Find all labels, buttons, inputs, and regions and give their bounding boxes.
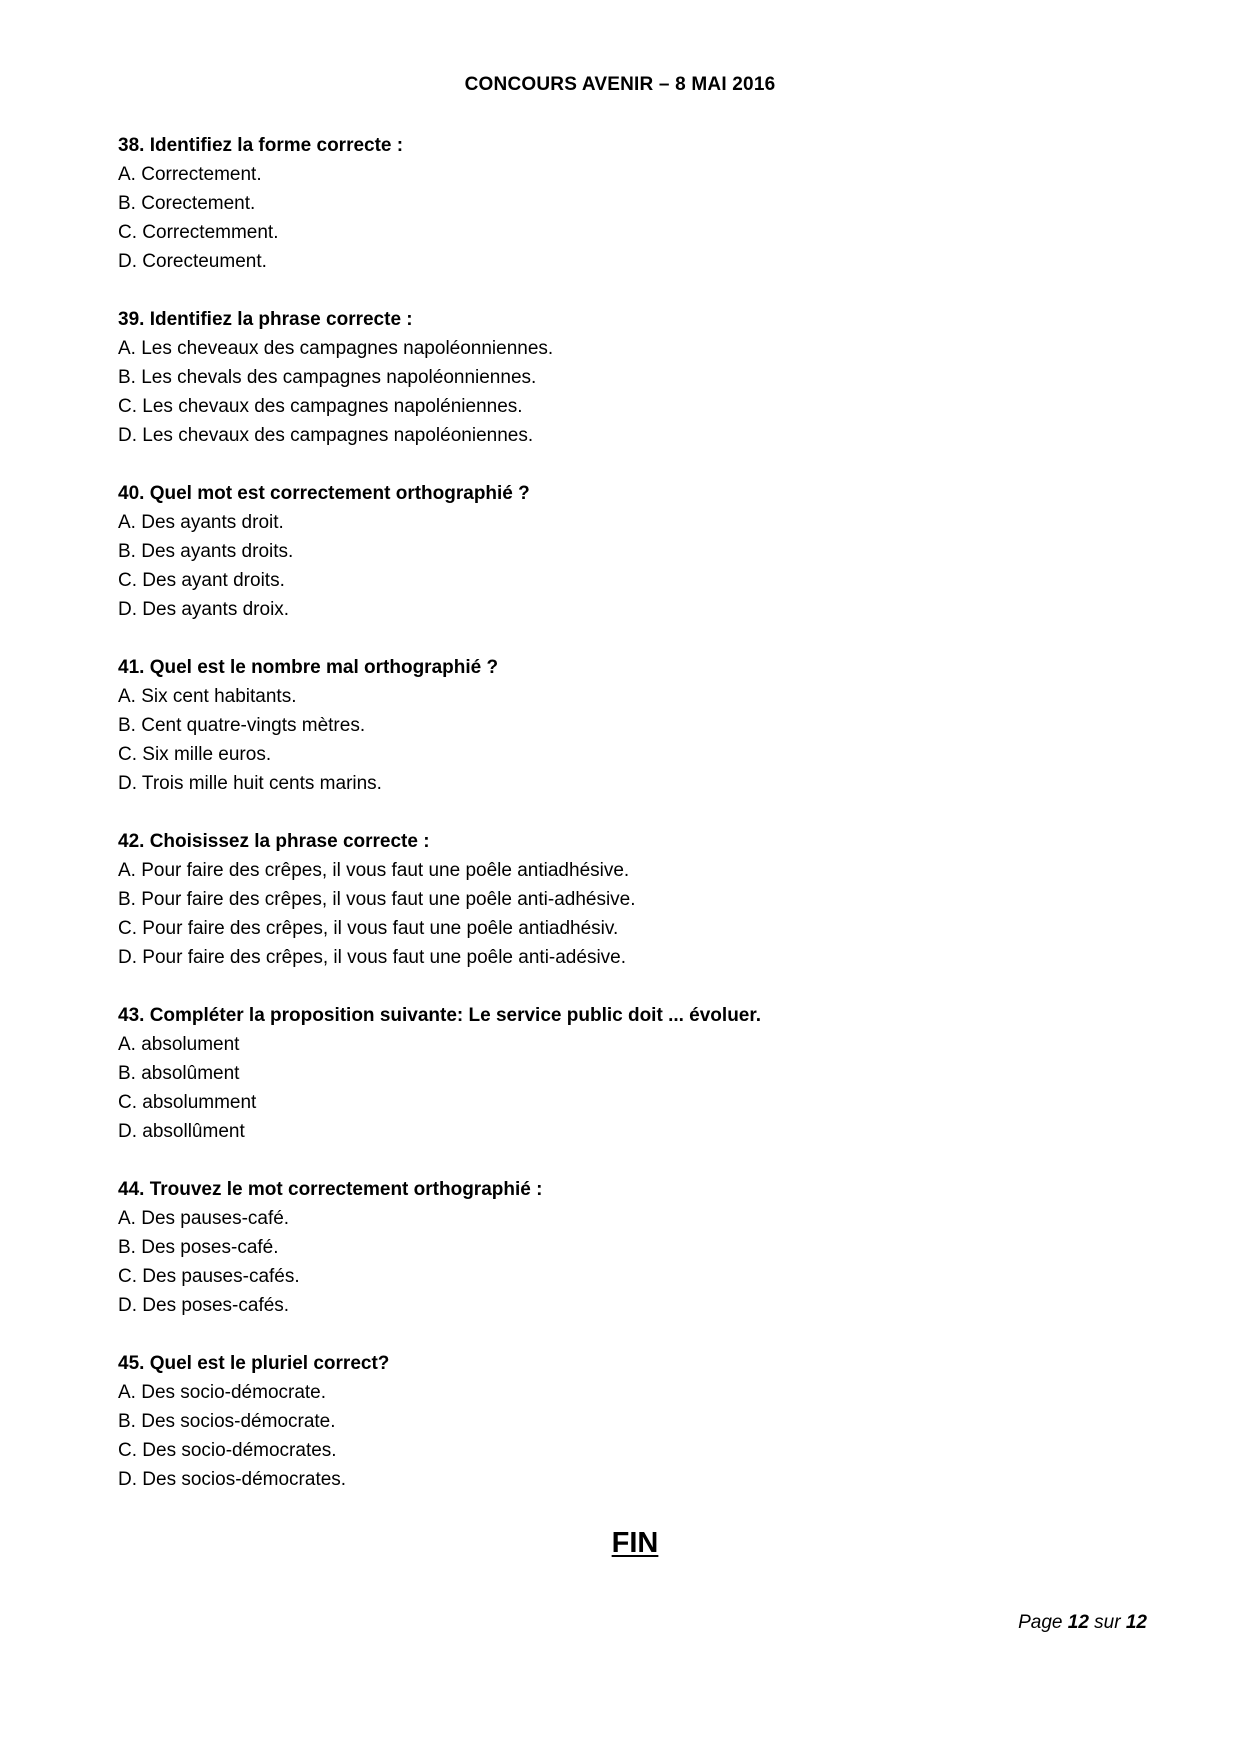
option-b: B. Cent quatre-vingts mètres. bbox=[118, 715, 366, 736]
page-of: sur bbox=[1094, 1612, 1121, 1633]
question-title: 40. Quel mot est correctement orthographié ? bbox=[118, 483, 530, 504]
option-d: D. Pour faire des crêpes, il vous faut une poêle anti-adésive. bbox=[118, 947, 627, 968]
question-list bbox=[118, 131, 1118, 1523]
question-title: 44. Trouvez le mot correctement orthographié : bbox=[118, 1179, 543, 1200]
question-title: 41. Quel est le nombre mal orthographié ? bbox=[118, 657, 499, 678]
option-c: C. Des pauses-cafés. bbox=[118, 1266, 300, 1287]
option-a: A. Des socio-démocrate. bbox=[118, 1382, 327, 1403]
option-a: A. Correctement. bbox=[118, 164, 262, 185]
option-b: B. Des ayants droits. bbox=[118, 541, 294, 562]
question-title: 38. Identifiez la forme correcte : bbox=[118, 135, 404, 156]
option-c: C. Des ayant droits. bbox=[118, 570, 285, 591]
question-42 bbox=[118, 827, 1118, 972]
question-38 bbox=[118, 131, 1118, 276]
end-marker bbox=[0, 1527, 1240, 1560]
end-marker-text: FIN bbox=[611, 1527, 659, 1559]
page-current: 12 bbox=[1067, 1612, 1089, 1633]
option-a: A. absolument bbox=[118, 1034, 240, 1055]
option-d: D. absollûment bbox=[118, 1121, 245, 1142]
question-41 bbox=[118, 653, 1118, 798]
option-a: A. Des ayants droit. bbox=[118, 512, 284, 533]
option-b: B. Pour faire des crêpes, il vous faut une poêle anti-adhésive. bbox=[118, 889, 636, 910]
option-a: A. Les cheveaux des campagnes napoléonniennes. bbox=[118, 338, 554, 359]
question-title: 45. Quel est le pluriel correct? bbox=[118, 1353, 390, 1374]
option-d: D. Des ayants droix. bbox=[118, 599, 290, 620]
question-45 bbox=[118, 1349, 1118, 1494]
option-b: B. Corectement. bbox=[118, 193, 256, 214]
option-c: C. Six mille euros. bbox=[118, 744, 272, 765]
option-a: A. Six cent habitants. bbox=[118, 686, 297, 707]
option-b: B. Les chevals des campagnes napoléonniennes. bbox=[118, 367, 537, 388]
option-c: C. Pour faire des crêpes, il vous faut une poêle antiadhésiv. bbox=[118, 918, 619, 939]
option-a: A. Des pauses-café. bbox=[118, 1208, 290, 1229]
question-43 bbox=[118, 1001, 1118, 1146]
option-c: C. Correctemment. bbox=[118, 222, 279, 243]
page-footer bbox=[1018, 1612, 1147, 1634]
option-c: C. Les chevaux des campagnes napoléniennes. bbox=[118, 396, 523, 417]
option-d: D. Des socios-démocrates. bbox=[118, 1469, 347, 1490]
option-c: C. Des socio-démocrates. bbox=[118, 1440, 337, 1461]
option-d: D. Les chevaux des campagnes napoléoniennes. bbox=[118, 425, 534, 446]
option-d: D. Trois mille huit cents marins. bbox=[118, 773, 382, 794]
question-title: 39. Identifiez la phrase correcte : bbox=[118, 309, 413, 330]
page-header: CONCOURS AVENIR – 8 MAI 2016 bbox=[464, 74, 776, 95]
option-d: D. Des poses-cafés. bbox=[118, 1295, 290, 1316]
option-b: B. Des socios-démocrate. bbox=[118, 1411, 336, 1432]
option-b: B. absolûment bbox=[118, 1063, 240, 1084]
question-title: 43. Compléter la proposition suivante: Le service public doit ... évoluer. bbox=[118, 1005, 761, 1026]
option-a: A. Pour faire des crêpes, il vous faut une poêle antiadhésive. bbox=[118, 860, 630, 881]
option-b: B. Des poses-café. bbox=[118, 1237, 279, 1258]
option-d: D. Corecteument. bbox=[118, 251, 267, 272]
question-40 bbox=[118, 479, 1118, 624]
question-44 bbox=[118, 1175, 1118, 1320]
page-total: 12 bbox=[1125, 1612, 1147, 1633]
page-label: Page bbox=[1018, 1612, 1063, 1633]
option-c: C. absolumment bbox=[118, 1092, 257, 1113]
question-title: 42. Choisissez la phrase correcte : bbox=[118, 831, 430, 852]
question-39 bbox=[118, 305, 1118, 450]
